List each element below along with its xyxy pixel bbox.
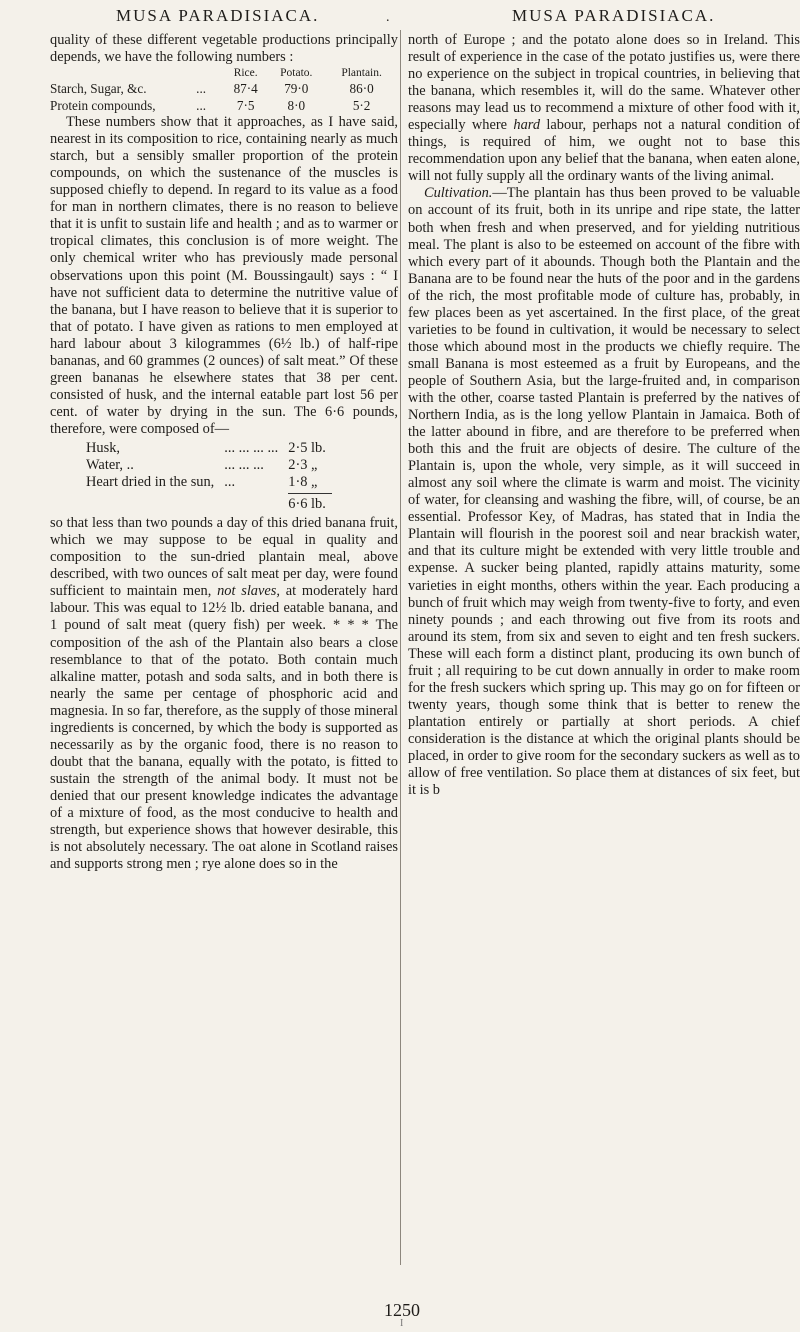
- body-text: labour, perhaps not a natural condition of things, is required of him, we ought not to base this recommendation upon any belief that the banana, when eaten alone, will not fully supply all the ordinary wants of the living animal.: [408, 117, 800, 185]
- table-row: [86, 474, 332, 491]
- table-header-rice: Rice.: [233, 67, 258, 80]
- body-paragraph: [408, 185, 800, 799]
- table-header-potato: Potato.: [280, 67, 313, 80]
- table-row-dots: ... ... ... ...: [224, 439, 279, 456]
- composition-table-header: [50, 66, 398, 81]
- sum-rule: [288, 493, 332, 494]
- table-row: [50, 98, 398, 115]
- emphasis-text: hard: [513, 117, 541, 134]
- table-row-label: Protein compounds,: [50, 97, 156, 113]
- table-cell: 2·5 lb.: [288, 439, 326, 456]
- right-column: [408, 32, 800, 799]
- intro-paragraph: quality of these different vegetable productions principally depends, we have the following numbers :: [50, 32, 398, 66]
- table-row-dots: ...: [196, 81, 207, 97]
- table-cell: 2·3 „: [288, 457, 318, 474]
- table-row-dots: ... ... ...: [224, 457, 264, 474]
- body-paragraph: [408, 32, 800, 185]
- body-paragraph: These numbers show that it approaches, as I have said, nearest in its composition to rice, containing nearly as much starch, but a sensibly smaller proportion of the protein compounds, on which the sustenance of the muscles is supposed chiefly to depend. In regard to its value as a food for man in northern climates, there is no reason to believe that it is unfit to sustain life and health ; and as to warmer or tropical climates, this conclusion is of more weight. The only chemical writer who has previously made personal observations upon this point (M. Boussingault) says : “ I have not sufficient data to determine the nutritive value of the banana, but I have reason to believe that it is superior to that of potato. I have given as rations to men employed at hard labour about 3 kilogrammes (6½ lb.) of half-ripe bananas, and 60 grammes (2 ounces) of salt meat.” Of these green bananas he elsewhere states that 38 per cent. consisted of husk, and the internal eatable part lost 56 per cent. of water by drying in the sun. The 6·6 pounds, therefore, were composed of—: [50, 114, 398, 437]
- table-row: [86, 440, 332, 457]
- body-text: at moderately hard labour. This was equal to 12½ lb. dried eatable banana, and 1 pound of salt meat (query fish) per week. * * * The composition of the ash of the Plantain also bears a close resemblance to that of the potato. Both contain much alkaline matter, potash and soda salts, and in both there is nearly the same per centage of phosphoric acid and magnesia. In so far, therefore, as the supply of those mineral ingredients is concerned, by which the body is supported as necessarily as by the organic food, there is no reason to doubt that the banana, equally with the potato, is fitted to sustain the strength of the animal body. It must not be denied that our present knowledge indicates the advantage of a mixture of food, as the most conducive to health and strength, but experience shows that however desirable, this is not absolutely necessary. The oat alone in Scotland raises and supports strong men ; rye alone does so in the: [50, 583, 398, 873]
- composition-table: [50, 66, 398, 114]
- table-cell: 86·0: [349, 81, 374, 97]
- table-header-blank: [50, 66, 196, 81]
- table-row: [86, 457, 332, 474]
- page-number: 1250: [384, 1300, 420, 1320]
- scan-mark: I: [400, 1318, 404, 1329]
- body-text: so that less than two pounds a day of this dried banana fruit, which we may suppose to be equal in quality and composition to the sun-dried plantain meal, above described, with two ounces of salt meat per day, were found sufficient to maintain men,: [50, 515, 398, 600]
- body-text: north of Europe ; and the potato alone does so in Ireland. This result of experience in the case of the potato justifies us, were there no experience on the subject in tropical countries, in believing that the banana, which resembles it, will do the same. Whatever other reasons may lead us to recommend a mixture of other food with it, especially where: [408, 32, 800, 134]
- left-column: [50, 32, 398, 873]
- running-header-left: MUSA PARADISIACA.: [116, 6, 320, 25]
- table-row-label: Husk,: [86, 439, 120, 456]
- table-cell: 79·0: [284, 81, 309, 97]
- table-row: [50, 81, 398, 98]
- section-heading-cultivation: Cultivation.: [424, 185, 493, 202]
- table-row-dots: ...: [196, 97, 207, 113]
- body-paragraph: [50, 515, 398, 873]
- body-text: —The plantain has thus been proved to be valuable on account of its fruit, both in its unripe and ripe state, the latter both when fresh and when preserved, and for yielding nutritious meal. The plant is also to be esteemed on account of the fibre with which every part of it abounds. Though both the Plantain and the Banana are to be found near the huts of the poor and in the gardens of the rich, the most profitable mode of culture has, probably, in few places been as yet ascertained. In the first place, of the great varieties to be found in cultivation, it would be necessary to select those which abound most in the products we chiefly require. The small Banana is most esteemed as a fruit by Europeans, and the people of Southern Asia, but the large-fruited and, in comparison with the other, coarse tasted Plantain is preferred by the natives of Northern India, as is the long yellow Plantain in Jamaica. Both of the latter abound in fibre, and are therefore to be preferred when both this and the fruit are objects of desire. The culture of the Plantain is, upon the whole, very simple, as it will succeed in almost any soil where the climate is warm and moist. The vicinity of water, for cleansing and washing the fibre, will, of course, be an essential. Professor Key, of Madras, has stated that in India the Plantain will flourish in the poorest soil and near brackish water, and that its culture might be extended with very little trouble and expense. A sucker being planted, rapidly attains maturity, some varieties in eight months, others within the year. Each producing a bunch of fruit which may weigh from twenty-five to forty, and even ninety pounds ; and each throwing out five from its roots and around its stem, from six and seven to eight and ten fresh suckers. These will each form a distinct plant, producing its own bunch of fruit ; all requiring to be cut down annually in order to make room for the fresh suckers which spring up. This may go on for fifteen or twenty years, though some think that is better to renew the plantation entirely or partially at short periods. A chief consideration is the distance at which the original plants should be placed, in order to give room for the secondary suckers as well as to allow of free ventilation. So place them at distances of six feet, but it is b: [408, 185, 800, 799]
- table-cell: 5·2: [352, 97, 371, 113]
- table-cell: 87·4: [233, 81, 258, 97]
- header-dot: .: [386, 10, 390, 25]
- table-row-dots: ...: [224, 474, 236, 491]
- table-header-plantain: Plantain.: [341, 67, 382, 80]
- table-row-label: Water, ..: [86, 457, 134, 474]
- table-row-label: Starch, Sugar, &c.: [50, 81, 147, 97]
- weights-table: [86, 440, 332, 513]
- table-total: 6·6 lb.: [288, 496, 326, 513]
- emphasis-text: not slaves,: [217, 583, 280, 600]
- table-total-row: [86, 491, 332, 513]
- running-header-right: MUSA PARADISIACA.: [512, 6, 716, 25]
- table-row-label: Heart dried in the sun,: [86, 474, 215, 491]
- table-cell: 7·5: [236, 97, 255, 113]
- table-cell: 8·0: [287, 97, 306, 113]
- column-divider: [400, 30, 401, 1265]
- table-cell: 1·8 „: [288, 474, 318, 491]
